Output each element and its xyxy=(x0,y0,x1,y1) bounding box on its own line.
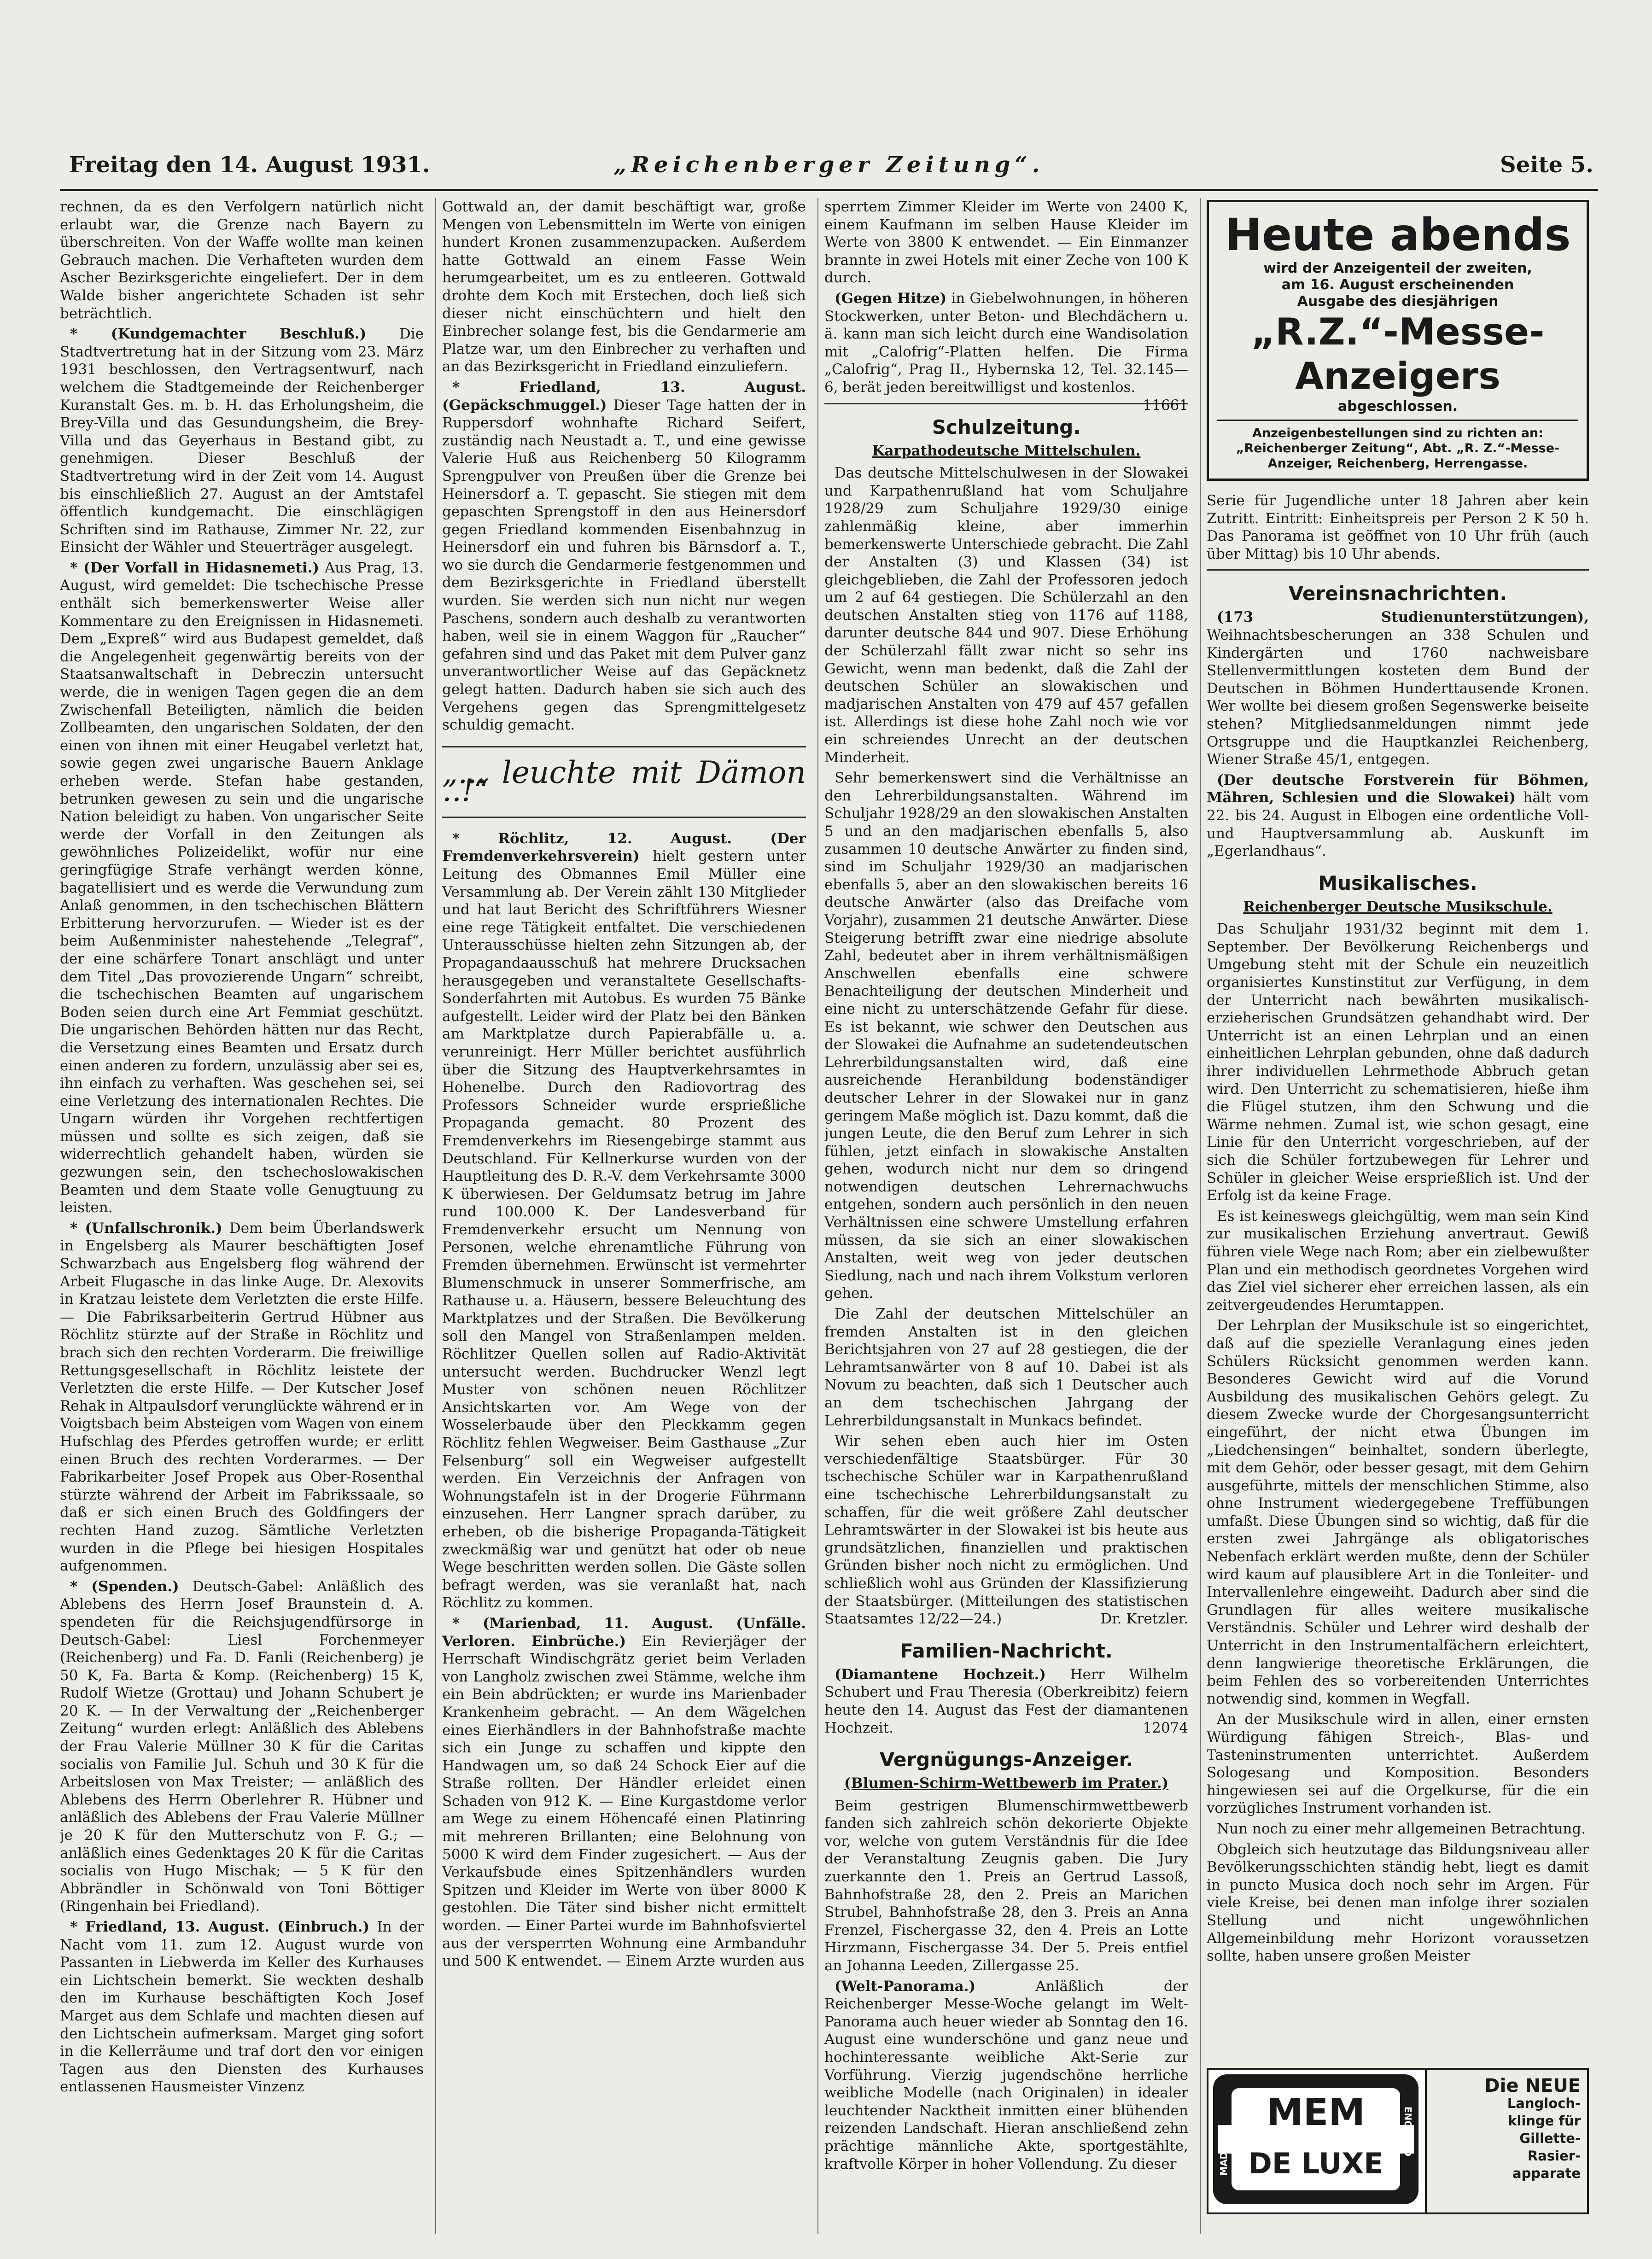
mem-ad-line: Gillette- xyxy=(1519,2131,1581,2146)
author-signature: Dr. Kretzler. xyxy=(1100,1611,1188,1628)
article xyxy=(60,1918,424,2096)
page-header xyxy=(60,152,1598,184)
article-heading: (Der deutsche Forstverein für Böhmen, Mähren, Schlesien und die Slowakei) xyxy=(1207,771,1589,806)
ad-line: abgeschlossen. xyxy=(1337,398,1458,414)
article-text: Aus Prag, 13. August, wird gemeldet: Die tschechische Presse enthält sich bemerkenswerter Weise aller Kommentare zu den Ereignissen in Hidasnemeti. Dem „Expreß“ wird aus Budapest gemeldet, daß die Angelegenheit gegenwärtig bereits von der Staatsanwaltschaft in Debreczin untersucht werde, die in wenigen Tagen gegen die an dem Zwischenfall Beteiligten, nämlich die beiden Zollbeamten, den ungarischen Soldaten, der den einen von ihnen mit einer Heugabel verletzt hat, sowie gegen zwei ungarische Bauern Anklage erheben werde. Stefan habe gestanden, betrunken gewesen zu sein und die ungarische Nation beleidigt zu haben. Von ungarischer Seite werde der Vorfall in den Zeitungen als gewöhnliches Polizeidelikt, wofür nur eine geringfügige Strafe verhängt werden könne, bagatellisiert und es werde die Verwundung zum Anlaß genommen, in den tschechischen Blättern Erbitterung hervorzurufen. — Wieder ist es der beim Außenminister nahestehende „Telegraf“, der eine schärfere Tonart anschlägt und unter dem Titel „Das provozierende Ungarn“ schreibt, die tschechischen Beamten auf ungarischem Boden seien durch eine Art Femmiat geschützt. Die ungarischen Behörden hätten nur das Recht, die Versetzung eines Beamten und Ersatz durch einen anderen zu fordern, unzulässig aber sei es, ihn einfach zu verhaften. Was geschehen sei, sei eine Verletzung des internationalen Rechtes. Die Ungarn würden ihr Vorgehen rechtfertigen müssen und sollte es sich zeigen, daß sie widerrechtlich gehandelt haben, würden sie gezwungen sein, den tschechoslowakischen Beamten und dem Staate volle Genugtuung zu leisten. xyxy=(60,559,424,1216)
mem-razor-advertisement xyxy=(1207,2054,1589,2214)
article-text: hält vom 22. bis 24. August in Elbogen eine ordentliche Voll- und Hauptversammlung ab. Auskunft im „Egerlandhaus“. xyxy=(1207,789,1589,860)
article-text: Der Lehrplan der Musikschule ist so eingerichtet, daß auf die spezielle Veranlagung eines jeden Schülers Rücksicht genommen werden kann. Besonderes Gewicht wird auf die Vorund Ausbildung des musikalischen Gehörs gelegt. Zu diesem Zwecke wurde der Chorgesangsunterricht eingeführt, der nicht etwa Übungen im „Liedchensingen“ beinhaltet, sondern überlegte, mit dem Gehör, oder besser gesagt, mit dem Gehirn ausgeführte, mittels der menschlichen Stimme, also ohne Instrument wiedergegebene Treffübungen umfaßt. Diese Übungen sind so wichtig, daß für die ersten zwei Jahrgänge als obligatorisches Nebenfach erklärt werden mußte, denn der Schüler wird kaum auf plausiblere Art in die Tonleiter- und Intervallenlehre eingeweiht. Dadurch aber sind die Grundlagen für alles weitere musikalische Verständnis. Schüler und Lehrer wird deshalb der Unterricht in den Instrumentalfächern erleichtert, denn langwierige theoretische Erklärungen, die beim Fehlen des so vorbereitenden Unterrichtes notwendig sind, kommen in Wegfall. xyxy=(1207,1317,1589,1707)
article-text: Das deutsche Mittelschulwesen in der Slowakei und Karpathenrußland hat vom Schuljahre 1928/29 zum Schuljahre 1929/30 einige zahlenmäßig kleine, aber immerhin bemerkenswerte Unterschiede gebracht. Die Zahl der Anstalten (3) und Klassen (34) ist gleichgeblieben, die Zahl der Professoren jedoch um 2 auf 64 gestiegen. Die Schülerzahl an den deutschen Anstalten stieg von 1176 auf 1188, darunter deutsche 844 und 907. Diese Erhöhung der Schülerzahl fällt zwar nicht so sehr ins Gewicht, wenn man bedenkt, daß die Zahl der deutschen Schüler an slowakischen und madjarischen Anstalten von 479 auf 457 gefallen ist. Allerdings ist diese hohe Zahl noch wie vor ein schreiendes Unrecht an der deutschen Minderheit. xyxy=(824,465,1188,766)
newspaper-page xyxy=(60,138,1598,2247)
ad-number: 12074 xyxy=(1143,1719,1188,1736)
article xyxy=(442,379,806,734)
article-text: Dieser Tage hatten der in Ruppersdorf wohnhafte Richard Seifert, zuständig nach Neustadt a. T., und eine gewisse Valerie Huß aus Reichenberg 50 Kilogramm Sprengpulver von Preußen über die Grenze bei Heinersdorf a. T. gepascht. Sie stiegen mit dem gepaschten Sprengstoff in den aus Heinersdorf gegen Friedland kommenden Eisenbahnzug in Heinersdorf ein und fuhren bis Bärnsdorf a. T., wo sie durch die Gendarmerie festgenommen und dem Bezirksgerichte in Friedland überstellt wurden. Sie werden sich nun nicht nur wegen Paschens, sondern auch deshalb zu verantworten haben, weil sie in einem Waggon für „Raucher“ gefahren sind und das Paket mit dem Pulver ganz unverantwortlicher Weise auf das Gepäcknetz gelegt hatten. Dadurch haben sie sich auch des Vergehens gegen das Sprengmittelgesetz schuldig gemacht. xyxy=(442,397,806,734)
article-text: Weihnachtsbescherungen an 338 Schulen und Kindergärten und 1760 nachweisbare Stellenvermittlungen kosteten dem Bund der Deutschen in Böhmen Hunderttausende Kronen. Wer wollte bei diesem großen Segenswerke beiseite stehen? Mitgliedsanmeldungen nimmt jede Ortsgruppe und die Hauptkanzlei Reichenberg, Wiener Straße 45/1, entgegen. xyxy=(1207,626,1589,768)
article-heading: * (Marienbad, 11. August. (Unfälle. Verloren. Einbrüche.) xyxy=(442,1615,806,1650)
article-heading: * Friedland, 13. August. (Einbruch.) xyxy=(70,1919,370,1935)
article-text: Dem beim Überlandswerk in Engelsberg als Maurer beschäftigten Josef Schwarzbach aus Engelsberg flog während der Arbeit Flugasche in das linke Auge. Dr. Alexovits in Kratzau leistete dem Verletzten die erste Hilfe. — Die Fabriksarbeiterin Gertrud Hübner aus Röchlitz stürzte auf der Straße in Röchlitz und brach sich den rechten Vorderarm. Die freiwillige Rettungsgesellschaft in Röchlitz leistete der Verletzten die erste Hilfe. — Der Kutscher Josef Rehak in Altpaulsdorf verunglückte während er in Voigtsbach beim Absteigen vom Wagen von einem Hufschlag des Pferdes getroffen wurde; er erlitt einen Bruch des rechten Vorderarmes. — Der Fabrikarbeiter Josef Propek aus Ober-Rosenthal stürzte während der Arbeit im Fabrikssaale, so daß er sich einen Bruch des Goldfingers der rechten Hand zuzog. Sämtliche Verletzten wurden in die Pflege bei hiesigen Hospitales aufgenommen. xyxy=(60,1220,424,1575)
article-heading: (173 Studienunterstützungen), xyxy=(1217,609,1589,626)
article-heading: * Friedland, 13. August. (Gepäckschmuggel.) xyxy=(442,379,806,414)
article-heading: * (Spenden.) xyxy=(70,1578,179,1595)
article-heading: * Röchlitz, 12. August. (Der Fremdenverkehrsverein) xyxy=(442,830,806,865)
issue-date: Freitag den 14. August 1931. xyxy=(69,152,430,178)
article-heading: * (Unfallschronik.) xyxy=(70,1220,222,1237)
article xyxy=(60,325,424,556)
column-divider xyxy=(817,198,818,2234)
section-heading-clubs: Vereinsnachrichten. xyxy=(1288,582,1507,605)
article-text: Serie für Jugendliche unter 18 Jahren aber kein Zutritt. Eintritt: Einheitspreis per Person 2 K 50 h. Das Panorama ist geöffnet von 10 Uhr früh (auch über Mittag) bis 10 Uhr abends. xyxy=(1207,492,1589,562)
article-text: sperrtem Zimmer Kleider im Werte von 2400 K, einem Kaufmann im selben Hause Kleider im Werte von 3800 K entwendet. — Ein Einmanzer brannte in zwei Hotels mit einer Zeche von 100 K durch. xyxy=(824,198,1188,286)
column-2 xyxy=(442,198,806,2234)
ad-line: Ausgabe des diesjährigen xyxy=(1297,293,1499,309)
razor-blade-icon xyxy=(1208,2070,1427,2212)
mem-ad-line: Die NEUE xyxy=(1484,2075,1581,2096)
mem-ad-line: Langloch- xyxy=(1507,2096,1581,2111)
column-divider xyxy=(435,198,436,2234)
section-subheading: Karpathodeutsche Mittelschulen. xyxy=(872,442,1141,459)
section-heading-school: Schulzeitung. xyxy=(932,415,1081,438)
ad-number: 11661 xyxy=(1143,397,1188,414)
article xyxy=(824,1432,1188,1628)
article xyxy=(824,290,1188,414)
mem-ad-frame xyxy=(1207,2068,1589,2214)
article xyxy=(60,559,424,1217)
razor-blade-icon xyxy=(1208,2070,1423,2209)
header-rule xyxy=(60,189,1598,191)
article-text: Die Stadtvertretung hat in der Sitzung vom 23. März 1931 beschlossen, den Vertragsentwurf, nach welchem die Stadtgemeinde der Reichenberger Kuranstalt Ges. m. b. H. das Erholungsheim, die Brey-Villa und das Gesundungsheim, die Brey-Villa und das Geyerhaus in Bestand gibt, zu genehmigen. Dieser Beschluß der Stadtvertretung wird in der Zeit vom 14. August bis einschließlich 27. August an der Amtstafel öffentlich kundgemacht. Die einschlägigen Schriften sind im Rathause, Zimmer Nr. 22, zur Einsicht der Wähler und Steuerträger ausgelegt. xyxy=(60,326,424,556)
article-text: Nun noch zu einer mehr allgemeinen Betrachtung. xyxy=(1217,1820,1586,1837)
article-text: Obgleich sich heutzutage das Bildungsniveau aller Bevölkerungsschichten ständig hebt, liegt es damit in puncto Musica doch noch sehr im Argen. Für viele Kreise, bei denen man infolge ihrer sozialen Stellung und nicht ungewöhnlichen Allgemeinbildung mehr Horizont voraussetzen sollte, haben unsere großen Meister xyxy=(1207,1841,1589,1965)
article-heading: * (Der Vorfall in Hidasnemeti.) xyxy=(70,559,320,576)
article-text: Deutsch-Gabel: Anläßlich des Ablebens des Herrn Josef Braunstein d. A. spendeten für die Reichsjugendfürsorge in Deutsch-Gabel: Liesl Forchenmeyer (Reichenberg) und Fa. D. Fanli (Reichenberg) je 50 K, Fa. Barta & Komp. (Reichenberg) 15 K, Rudolf Wietze (Grottau) und Johann Schubert je 20 K. — In der Verwaltung der „Reichenberger Zeitung“ wurden erlegt: Anläßlich des Ablebens der Frau Valerie Müllner 30 K für die Caritas socialis von Familie Jul. Schuh und 30 K für die Arbeitslosen von Max Treister; — anläßlich des Ablebens des Herrn Oberlehrer R. Hübner und anläßlich des Ablebens der Frau Valerie Müllner je 20 K für den Mutterschutz von F. G.; — anläßlich eines Gedenktages 20 K für die Caritas socialis von Hugo Mischak; — 5 K für den Abbrändler in Schönwald von Toni Böttiger (Ringenhain bei Friedland). xyxy=(60,1578,424,1915)
article-text: Anläßlich der Reichenberger Messe-Woche gelangt im Welt-Panorama auch heuer wieder ab Sonntag den 16. August eine wunderschöne und ganz neue und hochinteressante weibliche Akt-Serie zur Vorführung. Vierzig jugendschöne herrliche weibliche Modelle (nach Originalen) in idealer leuchtender Nacktheit inmitten einer blühenden reizenden Landschaft. Hieran anschließend zehn prächtige männliche Akte, sportgestählte, kraftvolle Körper in hoher Vollendung. Zu dieser xyxy=(824,1978,1188,2172)
messe-anzeiger-advertisement xyxy=(1207,200,1589,481)
article xyxy=(60,1220,424,1575)
article-text: Sehr bemerkenswert sind die Verhältnisse an den Lehrerbildungsanstalten. Während im Schuljahr 1928/29 an den slowakischen Anstalten 5 und an den madjarischen ebenfalls 5, also zusammen 10 deutsche Anwärter zu finden sind, sind im Schuljahr 1929/30 an madjarischen ebenfalls 5, aber an den slowakischen bereits 16 deutsche Anwärter (also das Dreifache vom Vorjahr), zusammen 21 deutsche Anwärter. Diese Steigerung betrifft zwar eine niedrige absolute Zahl, bedeutet aber in ihrem verhältnismäßigen Anschwellen ebenfalls eine schwere Benachteiligung der deutschen Minderheit und eine nicht zu unterschätzende Gefahr für diese. Es ist bekannt, wie schwer den Deutschen aus der Slowakei die Aufnahme an sudetendeutschen Lehrerbildungsanstalten wird, daß eine ausreichende Heranbildung bodenständiger deutscher Lehrer in der Slowakei nur in ganz geringem Maße möglich ist. Dazu kommt, daß die jungen Leute, die den Beruf zum Lehrer in sich fühlen, jetzt einfach in slowakische Anstalten gehen, wodurch nicht nur dem so dringend notwendigen deutschen Lehrernachwuchs entgehen, sondern auch persönlich in den neuen Verhältnissen eine schwere Umstellung erfahren müssen, da sie sich an einer slowakischen Anstalten, weit weg von jeder deutschen Siedlung, nach und nach ihrem Volkstum verloren gehen. xyxy=(824,770,1188,1302)
mem-deluxe-text: DE LUXE xyxy=(1248,2147,1383,2180)
article-text: in Giebelwohnungen, in höheren Stockwerken, unter Beton- und Blechdächern u. ä. kann man sich leicht durch eine Wandisolation mit „Calofrig“-Platten helfen. Die Firma „Calofrig“, Prag II., Hybernska 12, Tel. 32.145—6, berät jeden bereitwilligst und kostenlos. xyxy=(824,290,1188,396)
column-1 xyxy=(60,198,424,2234)
article-text: Die Zahl der deutschen Mittelschüler an fremden Anstalten ist in den gleichen Berichtsjahren von 27 auf 28 gestiegen, die der Lehramtsanwärter von 8 auf 10. Dabei ist als Novum zu beachten, daß sich 1 Deutscher auch an dem tschechischen Jahrgang der Lehrerbildungsanstalt in Munkacs befindet. xyxy=(824,1306,1188,1429)
article xyxy=(442,830,806,1612)
section-heading-family: Familien-Nachricht. xyxy=(900,1639,1113,1662)
section-subheading: (Blumen-Schirm-Wettbewerb im Prater.) xyxy=(844,1775,1169,1792)
article-text: rechnen, da es den Verfolgern natürlich nicht erlaubt war, die Grenze nach Bayern zu überschreiten. Von der Waffe wollte man keinen Gebrauch machen. Die Verhafteten wurden dem Ascher Bezirksgerichte eingeliefert. Der in dem Walde bisher angerichtete Schaden ist sehr beträchtlich. xyxy=(60,198,424,322)
article-text: Es ist keineswegs gleichgültig, wem man sein Kind zur musikalischen Erziehung anvertraut. Gewiß führen viele Wege nach Rom; aber ein zielbewußter Plan und ein methodisch geordnetes Vorgehen wird das Ziel viel sicherer eher erreichen lassen, als ein zeitvergeudendes Herumtappen. xyxy=(1207,1208,1589,1313)
mem-made-in-text: MADE IN xyxy=(1218,2131,1229,2176)
column-3 xyxy=(824,198,1188,2234)
section-heading-music: Musikalisches. xyxy=(1318,871,1477,894)
article-text: Herr Wilhelm Schubert und Frau Theresia (Oberkreibitz) feiern heute den 14. August das Fest der diamantenen Hochzeit. xyxy=(824,1666,1188,1736)
ad-contact-line: „Reichenberger Zeitung“, Abt. „R. Z.“-Messe- xyxy=(1236,441,1560,455)
mem-ad-line: klinge für xyxy=(1508,2113,1581,2129)
article-text: Beim gestrigen Blumenschirmwettbewerb fanden sich zahlreich schön dekorierte Objekte vor, welche von gutem Verständnis für die Idee der Veranstaltung Zeugnis gaben. Die Jury zuerkannte den 1. Preis an Gertrud Lassoß, Bahnhofstraße 28, den 2. Preis an Marichen Strubel, Bahnhofstraße 28, den 3. Preis an Anna Frenzel, Fischergasse 32, den 4. Preis an Lotte Hirzmann, Fischergasse 34. Der 5. Preis entfiel an Johanna Leeden, Zillergasse 25. xyxy=(824,1797,1188,1974)
column-4 xyxy=(1207,198,1589,2234)
article xyxy=(60,1578,424,1915)
article-text: In der Nacht vom 11. zum 12. August wurde von Passanten in Liebwerda im Keller des Kurhauses ein Lichtschein bemerkt. Sie weckten deshalb den im Kurhause beschäftigten Koch Josef Marget aus dem Schlafe und machten diesen auf den Lichtschein aufmerksam. Marget ging sofort in die Kellerräume und traf dort den vor einigen Tagen aus den Diensten des Kurhauses entlassenen Hausmeister Vinzenz xyxy=(60,1919,424,2096)
mem-england-text: ENGLAND xyxy=(1402,2107,1413,2157)
ad-title: „R.Z.“-Messe-Anzeigers xyxy=(1251,310,1545,397)
article-text: Wir sehen eben auch hier im Osten verschiedenfältige Staatsbürger. Für 30 tschechische Schüler war in Karpathenrußland eine tschechische Lehrerbildungsanstalt zu schaffen, für die weit größere Zahl deutscher Lehramtswärter in der Slowakei ist bis heute aus grundsätzlichen, finanziellen und praktischen Gründen bisher noch nicht zu ermöglichen. Und schließlich wohl aus Gründen der Klassifizierung der Staatsbürger. (Mitteilungen des statistischen Staatsamtes 12/22—24.) xyxy=(824,1433,1188,1628)
article-heading: (Gegen Hitze) xyxy=(835,290,947,307)
mem-ad-copy xyxy=(1427,2070,1587,2212)
mem-ad-line: apparate xyxy=(1512,2166,1581,2181)
ad-headline: Heute abends xyxy=(1225,209,1571,261)
article-heading: * (Kundgemachter Beschluß.) xyxy=(70,326,367,343)
article-heading: (Diamantene Hochzeit.) xyxy=(835,1666,1046,1683)
section-heading-entertainment: Vergnügungs-Anzeiger. xyxy=(879,1748,1133,1771)
ad-contact-line: Anzeigenbestellungen sind zu richten an: xyxy=(1252,426,1543,440)
page-number: Seite 5. xyxy=(1500,152,1594,178)
section-divider xyxy=(1207,569,1589,571)
mem-brand-text: MEM xyxy=(1267,2091,1365,2134)
daemon-advertisement: „... leuchte mit Dämon ..!“ xyxy=(442,746,806,818)
article-text: Ein Revierjäger der Herrschaft Windischgrätz geriet beim Verladen von Langholz zwischen zwei Stämme, welche ihm ein Bein abdrückten; er wurde ins Marienbader Krankenheim gebracht. — An dem Wägelchen eines Eierhändlers in der Bahnhofstraße machte sich ein Junge zu schaffen und kippte den Handwagen um, so daß 24 Schock Eier auf die Straße rollten. Der Händler erleidet einen Schaden von 912 K. — Eine Kurgastdome verlor am Wege zu einem Höhencafé einen Platinring mit mehreren Brillanten; eine Belohnung von 5000 K wird dem Finder zugesichert. — Aus der Verkaufsbude eines Spitzenhändlers wurden Spitzen und Kleider im Werte von über 8000 K gestohlen. Die Täter sind bisher nicht ermittelt worden. — Einer Partei wurde im Bahnhofsviertel aus der versperrten Wohnung eine Armbanduhr und 500 K entwendet. — Einem Arzte wurden aus xyxy=(442,1633,806,1970)
article-text: Gottwald an, der damit beschäftigt war, große Mengen von Lebensmitteln im Werte von einigen hundert Kronen zusammenzupacken. Außerdem hatte Gottwald an einem Fasse Wein herumgearbeitet, um es zu entleeren. Gottwald drohte dem Koch mit Erstechen, doch ließ sich dieser nicht einschüchtern und hielt den Einbrecher solange fest, bis die Gendarmerie am Platze war, um den Einbrecher zu verhaften und an das Bezirksgericht in Friedland einzuliefern. xyxy=(442,198,806,375)
ad-line: wird der Anzeigenteil der zweiten, xyxy=(1263,260,1532,276)
article-text: An der Musikschule wird in allen, einer ernsten Würdigung fähigen Streich-, Blas- und Tasteninstrumenten unterrichtet. Außerdem Sologesang und Komposition. Besonders hingewiesen sei auf die Orgelkurse, für die ein vorzügliches Instrument vorhanden ist. xyxy=(1207,1711,1589,1817)
section-subheading: Reichenberger Deutsche Musikschule. xyxy=(1243,898,1553,915)
ad-contact-line: Anzeiger, Reichenberg, Herrengasse. xyxy=(1267,456,1528,471)
newspaper-title: „Reichenberger Zeitung“. xyxy=(613,152,1045,178)
article-heading: (Welt-Panorama.) xyxy=(835,1978,976,1995)
article xyxy=(824,1666,1188,1737)
article-text: Das Schuljahr 1931/32 beginnt mit dem 1. September. Der Bevölkerung Reichenbergs und Umgebung steht mit der Schule ein neuzeitlich organisiertes Kunstinstitut zur Verfügung, in dem der Unterricht nach bewährten musikalisch-erzieherischen Grundsätzen gehandhabt wird. Der Unterricht ist an einen Lehrplan und an einen einheitlichen Lehrplan gebunden, ohne daß dadurch ihrer individuellen Lehrmethode Abbruch getan wird. Den Unterricht zu schematisieren, hieße ihm die Flügel stutzen, ihm den Schwung und die Wärme nehmen. Zumal ist, wie schon gesagt, eine Linie für den Unterricht vorgeschrieben, auf der sich die Schüler fortzubewegen für Lehrer und Schüler in gleicher Weise ersprießlich ist. Und der Erfolg ist da keine Frage. xyxy=(1207,921,1589,1204)
ad-contact xyxy=(1217,420,1578,471)
article xyxy=(442,1615,806,1970)
article xyxy=(824,1978,1188,2173)
article xyxy=(1207,771,1589,860)
mem-ad-line: Rasier- xyxy=(1527,2148,1581,2164)
article-text: hielt gestern unter Leitung des Obmannes Emil Müller eine Versammlung ab. Der Verein zählt 130 Mitglieder und hat laut Bericht des Schriftführers Wiesner eine rege Tätigkeit entfaltet. Die verschiedenen Unterausschüsse hielten zehn Sitzungen ab, der Propagandaausschuß hat mehrere Drucksachen herausgegeben und veranstaltete Gesellschafts-Sonderfahrten mit Autobus. Es wurden 75 Bänke aufgestellt. Leider wird der Platz bei den Bänken am Marktplatze durch Papierabfälle u. a. verunreinigt. Herr Müller berichtet ausführlich über die Sitzung des Hauptverkehrsamtes in Hohenelbe. Durch den Radiovortrag des Professors Schneider wurde ersprießliche Propaganda gemacht. 80 Prozent des Fremdenverkehrs im Riesengebirge stammt aus Deutschland. Für Kellnerkurse wurden von der Hauptleitung des D. R.-V. dem Verkehrsamte 3000 K überwiesen. Der Geldumsatz betrug im Jahre rund 100.000 K. Der Landesverband für Fremdenverkehr ersucht um Nennung von Personen, welche ehrenamtliche Führung von Fremden übernehmen. Erwünscht ist vermehrter Blumenschmuck in unserer Sommerfrische, am Rathause u. a. Häusern, bessere Beleuchtung des Marktplatzes und der Straßen. Die Bevölkerung soll den Mangel von Straßenlampen melden. Röchlitzer Quellen sollen auf Radio-Aktivität untersucht werden. Buchdrucker Wenzl legt Muster von schönen neuen Röchlitzer Ansichtskarten vor. Am Wege von der Wosselerbaude über den Pleckkamm gegen Röchlitz fehlen Wegweiser. Beim Gasthause „Zur Felsenburg“ soll ein Wegweiser aufgestellt werden. Ein Verzeichnis der Anfragen von Wohnungstafeln ist in der Drogerie Führmann einzusehen. Herr Langner sprach darüber, zu erheben, ob die bisherige Propaganda-Tätigkeit zweckmäßig war und genützt hat oder ob neue Wege beschritten werden sollen. Die Gäste sollen befragt werden, was sie veranlaßt hat, nach Röchlitz zu kommen. xyxy=(442,848,806,1611)
article xyxy=(1207,608,1589,768)
column-divider xyxy=(1200,198,1201,2234)
ad-line: am 16. August erscheinenden xyxy=(1281,277,1514,293)
